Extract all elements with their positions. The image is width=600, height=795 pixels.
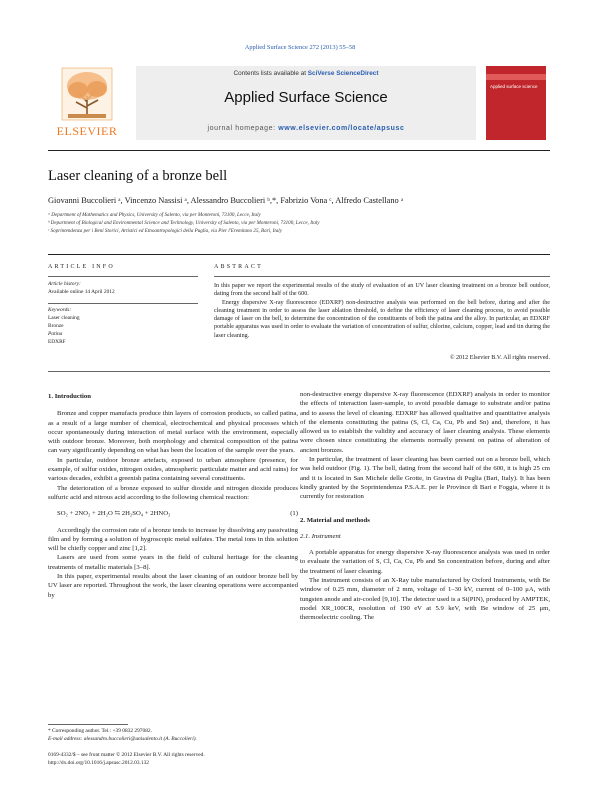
body-paragraph: Lasers are used from some years in the field of cultural heritage for the cleaning treatments of metallic materials [3–8].	[48, 554, 298, 571]
article-info-heading: ARTICLE INFO	[48, 264, 115, 270]
equation-number: (1)	[290, 510, 298, 518]
keywords-rule	[48, 303, 198, 304]
abstract-paragraph: In this paper we report the experimental results of the study of evaluation of an UV laser cleaning treatment on a bronze bell outdoor, dating from the second half of the 600.	[214, 283, 550, 298]
author-list: Giovanni Buccolieri ᵃ, Vincenzo Nassisi ᵃ, Alessandro Buccolieri ᵇ,*, Fabrizio Vona ᶜ, Alfredo Castellano ᵃ	[48, 196, 404, 205]
journal-homepage	[136, 125, 476, 132]
right-column	[300, 390, 550, 623]
body-paragraph: In this paper, experimental results about the laser cleaning of an outdoor bronze bell by UV laser are reported. Throughout the work, the laser cleaning operations were accompanied by	[48, 573, 298, 599]
email-note[interactable]: E-mail address: alessandro.buccolieri@unisalento.it (A. Buccolieri).	[48, 736, 197, 742]
issn-line: 0169-4332/$ – see front matter © 2012 Elsevier B.V. All rights reserved.	[48, 752, 205, 758]
journal-reference[interactable]: Applied Surface Science 272 (2013) 55–58	[244, 44, 356, 51]
article-info-rule	[48, 276, 198, 277]
journal-name: Applied Surface Science	[224, 89, 388, 106]
body-paragraph: The deterioration of a bronze exposed to sulfur dioxide and nitrogen dioxide produces sulfuric acid and nitrous acid according to the following chemical reaction:	[48, 484, 298, 501]
history-value: Available online 14 April 2012	[48, 289, 115, 295]
contents-prefix: Contents lists available at	[233, 70, 306, 77]
abstract-rule	[214, 276, 550, 277]
corresponding-author-note: * Corresponding author. Tel.: +39 0832 297082.	[48, 728, 152, 734]
chemical-equation	[48, 509, 298, 518]
cover-title: Applied surface science	[490, 84, 538, 89]
sciencedirect-link[interactable]: SciVerse ScienceDirect	[307, 70, 379, 77]
contents-line	[136, 70, 476, 77]
front-matter-rule	[48, 254, 550, 255]
body-paragraph: Bronze and copper manufacts produce thin layers of corrosion products, so called patina, as a result of a large number of chemical, electrochemical and physical processes which occur spontaneously during interaction of metal surface with the environment, especially with outdoor bronze. Moreover, both morphology and chemical composition of the patina can vary significantly depending on what has been the location of the sample over the years.	[48, 410, 298, 455]
header-rule	[48, 150, 550, 151]
body-paragraph: A portable apparatus for energy dispersive X-ray fluorescence analysis was used in order to evaluate the variation of S, Cl, Ca, Cu, Pb and Sn concentration before, during and after the treatment of laser cleaning.	[300, 549, 550, 575]
copyright-notice: © 2012 Elsevier B.V. All rights reserved.	[449, 355, 550, 361]
homepage-prefix: journal homepage:	[207, 125, 276, 132]
equation-text: SO₂ + 2NO₂ + 2H₂O ⇆ 2H₂SO₄ + 2HNO₂	[57, 510, 171, 518]
keyword: Laser cleaning	[48, 315, 80, 321]
homepage-link[interactable]: www.elsevier.com/locate/apsusc	[278, 125, 405, 132]
left-column	[48, 392, 298, 600]
section-heading-introduction: 1. Introduction	[48, 393, 91, 400]
body-paragraph: The instrument consists of an X-Ray tube manufactured by Oxford Instruments, with Be window of 0.25 mm, diameter of 2 mm, voltage of 1–30 kV, current of 0–100 μA, with tungsten anode and air-cooled [9,10]. The detector used is a Si(PIN), produced by AMPTEK, model XR_100CR, resolution of 190 eV at 5.9 keV, with Be window of 25 μm, thermoelectric cooling. The	[300, 577, 550, 622]
history-label: Article history:	[48, 281, 81, 287]
publisher-name: ELSEVIER	[56, 124, 118, 138]
affiliation-b: ᵇ Department of Biological and Environmental Science and Technology, University of Salento, via per Monteroni, 73100, Lecce, Italy	[48, 220, 320, 226]
keyword: Bronze	[48, 323, 64, 329]
doi-link[interactable]: http://dx.doi.org/10.1016/j.apsusc.2012.03.132	[48, 760, 149, 766]
footnote-rule	[48, 724, 128, 725]
keyword: EDXRF	[48, 339, 66, 345]
body-paragraph: In particular, outdoor bronze artefacts, exposed to urban atmosphere (presence, for example, of sulfur oxides, nitrogen oxides, atmospheric particulate matter and acid rains) for various decades, exhibit a greenish patina containing several constituents.	[48, 456, 298, 483]
abstract-body	[214, 282, 550, 340]
article-title: Laser cleaning of a bronze bell	[48, 168, 228, 184]
subsection-heading-instrument: 2.1. Instrument	[300, 532, 341, 540]
abstract-paragraph: Energy dispersive X-ray fluorescence (EDXRF) non-destructive analysis was performed on the bell before, during and after the cleaning treatment in order to assess the laser ablation threshold, to define the efficiency of laser cleaning process, to avoid possible damage of laser on the bell, to determine the concentration of the constituents of both the patina and the alloy. In particular, an EDXRF portable apparatus was used in order to evaluate the variation of concentration of sulfur, chlorine, calcium, copper, lead and tin during the laser cleaning.	[214, 299, 550, 339]
keyword: Patina	[48, 331, 63, 337]
body-paragraph: Accordingly the corrosion rate of a bronze tends to increase by dissolving any passivating film and by forming a solution of hygroscopic metal sulfates. The metal ions in this solution will be chiefly copper and zinc [1,2].	[48, 526, 298, 553]
affiliation-a: ᵃ Department of Mathematics and Physics, University of Salento, via per Monteroni, 73100, Lecce, Italy	[48, 212, 261, 218]
body-paragraph: non-destructive energy dispersive X-ray fluorescence (EDXRF) analysis in order to monitor the effects of interaction laser-sample, to avoid possible damage to substrate and/or patina and to assess the level of cleaning. EDXRF has allowed qualitative and quantitative analysis of the elements constituting the patina (S, Cl, Ca, Cu, Pb and Sn) and, therefore, it has allowed us to establish the validity and accuracy of laser cleaning analysis. These elements were chosen since constituting the elements normally present on patina of alteration of ancient bronzes.	[300, 391, 550, 454]
affiliation-c: ᶜ Soprintendenza per i Beni Storici, Artistici ed Etnoantropologici della Puglia, via Pier l'Eremitano 25, Bari, Italy	[48, 228, 282, 234]
section-heading-methods: 2. Material and methods	[300, 516, 370, 524]
cover-band	[486, 74, 546, 80]
keywords-label: Keywords:	[48, 307, 72, 313]
body-paragraph: In particular, the treatment of laser cleaning has been carried out on a bronze bell, which was held outdoor (Fig. 1). The bell, dating from the second half of the 600, it is high 25 cm and it is located in San Michele delle Grotte, in Gravina di Puglia (Bari, Italy). It has been kindly granted by the Soprintendenza P.S.A.E. per le Province di Bari e Foggia, where it is currently for restoration	[300, 456, 550, 501]
abstract-heading: ABSTRACT	[214, 264, 263, 270]
abstract-bottom-rule	[48, 371, 550, 372]
